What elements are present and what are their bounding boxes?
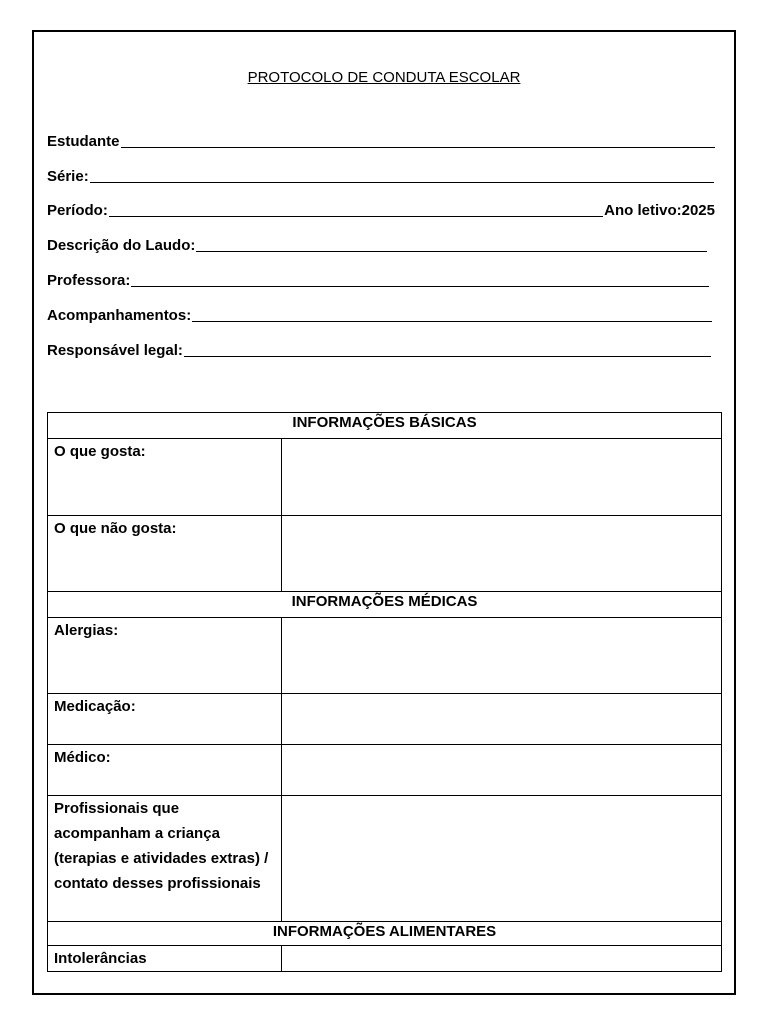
- value-cell[interactable]: [282, 618, 722, 694]
- value-cell[interactable]: [282, 516, 722, 592]
- field-descricao-laudo: [47, 237, 707, 254]
- fill-line[interactable]: [90, 182, 714, 183]
- table-row: [48, 516, 722, 592]
- field-periodo: [47, 202, 715, 219]
- fill-line[interactable]: [196, 251, 707, 252]
- section-header-row: [48, 413, 722, 439]
- field-label: Acompanhamentos:: [47, 307, 192, 324]
- field-acompanhamentos: [47, 307, 712, 324]
- value-cell[interactable]: [282, 439, 722, 516]
- value-cell[interactable]: [282, 796, 722, 922]
- field-label: Estudante: [47, 133, 120, 150]
- value-cell[interactable]: [282, 946, 722, 972]
- section-heading-alimentares: INFORMAÇÕES ALIMENTARES: [48, 922, 722, 946]
- field-label: Descrição do Laudo:: [47, 237, 196, 254]
- table-row: [48, 745, 722, 796]
- field-label: Responsável legal:: [47, 342, 183, 359]
- table-row: [48, 796, 722, 922]
- table-row: [48, 618, 722, 694]
- info-table: [47, 412, 722, 972]
- section-heading-basicas: INFORMAÇÕES BÁSICAS: [48, 413, 722, 439]
- value-cell[interactable]: [282, 694, 722, 745]
- fill-line[interactable]: [121, 147, 715, 148]
- row-label-alergias: Alergias:: [48, 618, 282, 694]
- field-label: Professora:: [47, 272, 131, 289]
- field-serie: [47, 168, 714, 185]
- row-label-o-que-nao-gosta: O que não gosta:: [48, 516, 282, 592]
- section-header-row: [48, 922, 722, 946]
- field-responsavel-legal: [47, 342, 711, 359]
- field-label: Período:: [47, 202, 108, 219]
- fill-line[interactable]: [192, 321, 712, 322]
- table-row: [48, 694, 722, 745]
- row-label-o-que-gosta: O que gosta:: [48, 439, 282, 516]
- fill-line[interactable]: [109, 216, 603, 217]
- value-cell[interactable]: [282, 745, 722, 796]
- row-label-profissionais: Profissionais que acompanham a criança (terapias e atividades extras) / contato desses profissionais: [48, 796, 282, 922]
- fill-line[interactable]: [184, 356, 711, 357]
- section-heading-medicas: INFORMAÇÕES MÉDICAS: [48, 592, 722, 618]
- field-estudante: [47, 133, 715, 150]
- table-row: [48, 439, 722, 516]
- row-label-medico: Médico:: [48, 745, 282, 796]
- fill-line[interactable]: [131, 286, 709, 287]
- ano-letivo-label: Ano letivo:2025: [604, 202, 715, 219]
- page-title: PROTOCOLO DE CONDUTA ESCOLAR: [247, 69, 521, 86]
- section-header-row: [48, 592, 722, 618]
- field-professora: [47, 272, 709, 289]
- row-label-intolerancias: Intolerâncias: [48, 946, 282, 972]
- row-label-medicacao: Medicação:: [48, 694, 282, 745]
- field-label: Série:: [47, 168, 89, 185]
- table-row: [48, 946, 722, 972]
